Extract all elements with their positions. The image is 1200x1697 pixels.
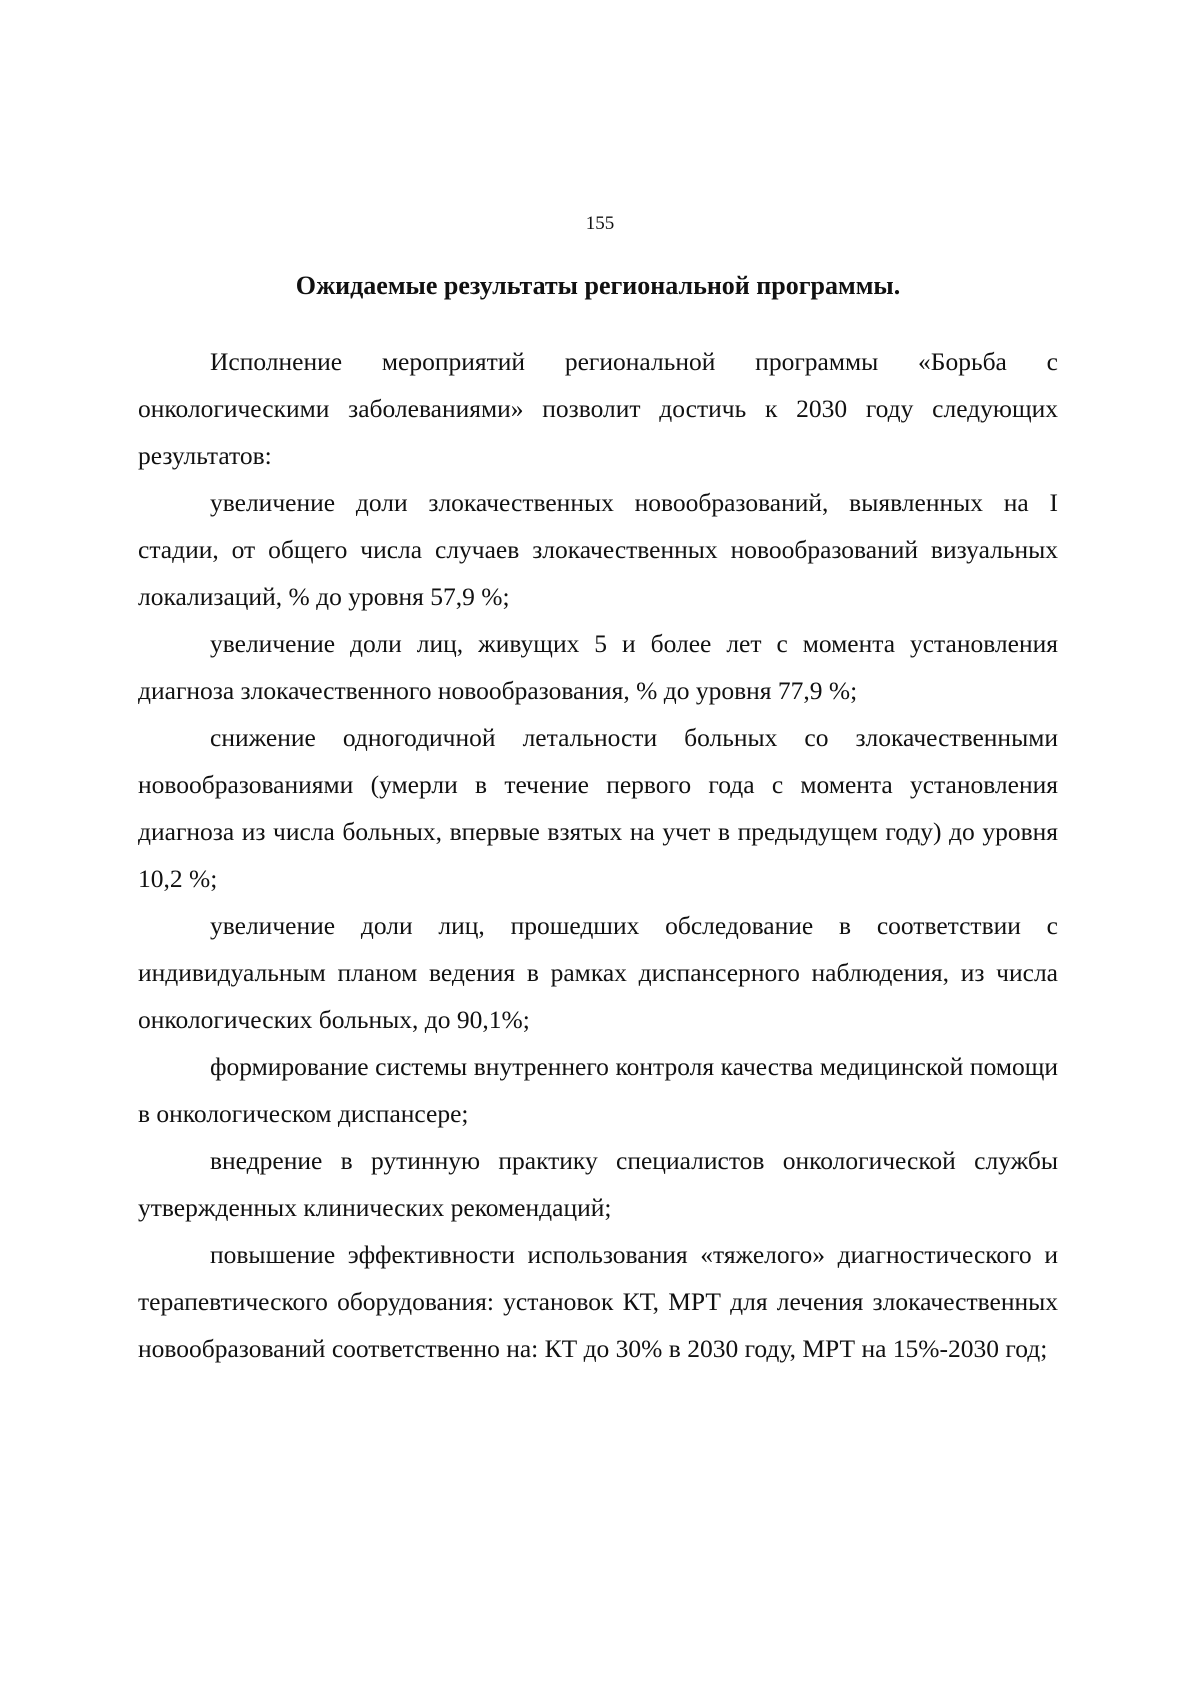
paragraph-result-7: повышение эффективности использования «тяжелого» диагностического и терапевтического оборудования: установок КТ, МРТ для лечения злокачественных новообразований соответственно на: КТ до 30% в 2030 году, МРТ на 15%-2030 год; [138, 1240, 1058, 1363]
paragraph-result-6: внедрение в рутинную практику специалистов онкологической службы утвержденных клинических рекомендаций; [138, 1146, 1058, 1222]
paragraph-result-4: увеличение доли лиц, прошедших обследование в соответствии с индивидуальным планом ведения в рамках диспансерного наблюдения, из числа онкологических больных, до 90,1%; [138, 911, 1058, 1034]
paragraph-result-5: формирование системы внутреннего контроля качества медицинской помощи в онкологическом диспансере; [138, 1052, 1058, 1128]
paragraph-result-2: увеличение доли лиц, живущих 5 и более лет с момента установления диагноза злокачественного новообразования, % до уровня 77,9 %; [138, 629, 1058, 705]
page-number: 155 [585, 213, 615, 234]
section-heading: Ожидаемые результаты региональной программы. [295, 271, 901, 300]
body-text [138, 338, 1058, 1372]
paragraph-result-3: снижение одногодичной летальности больных со злокачественными новообразованиями (умерли в течение первого года с момента установления диагноза из числа больных, впервые взятых на учет в предыдущем году) до уровня 10,2 %; [138, 723, 1058, 893]
paragraph-result-1: увеличение доли злокачественных новообразований, выявленных на I стадии, от общего числа случаев злокачественных новообразований визуальных локализаций, % до уровня 57,9 %; [138, 488, 1058, 611]
paragraph-intro: Исполнение мероприятий региональной программы «Борьба с онкологическими заболеваниями» позволит достичь к 2030 году следующих результатов: [138, 347, 1058, 470]
